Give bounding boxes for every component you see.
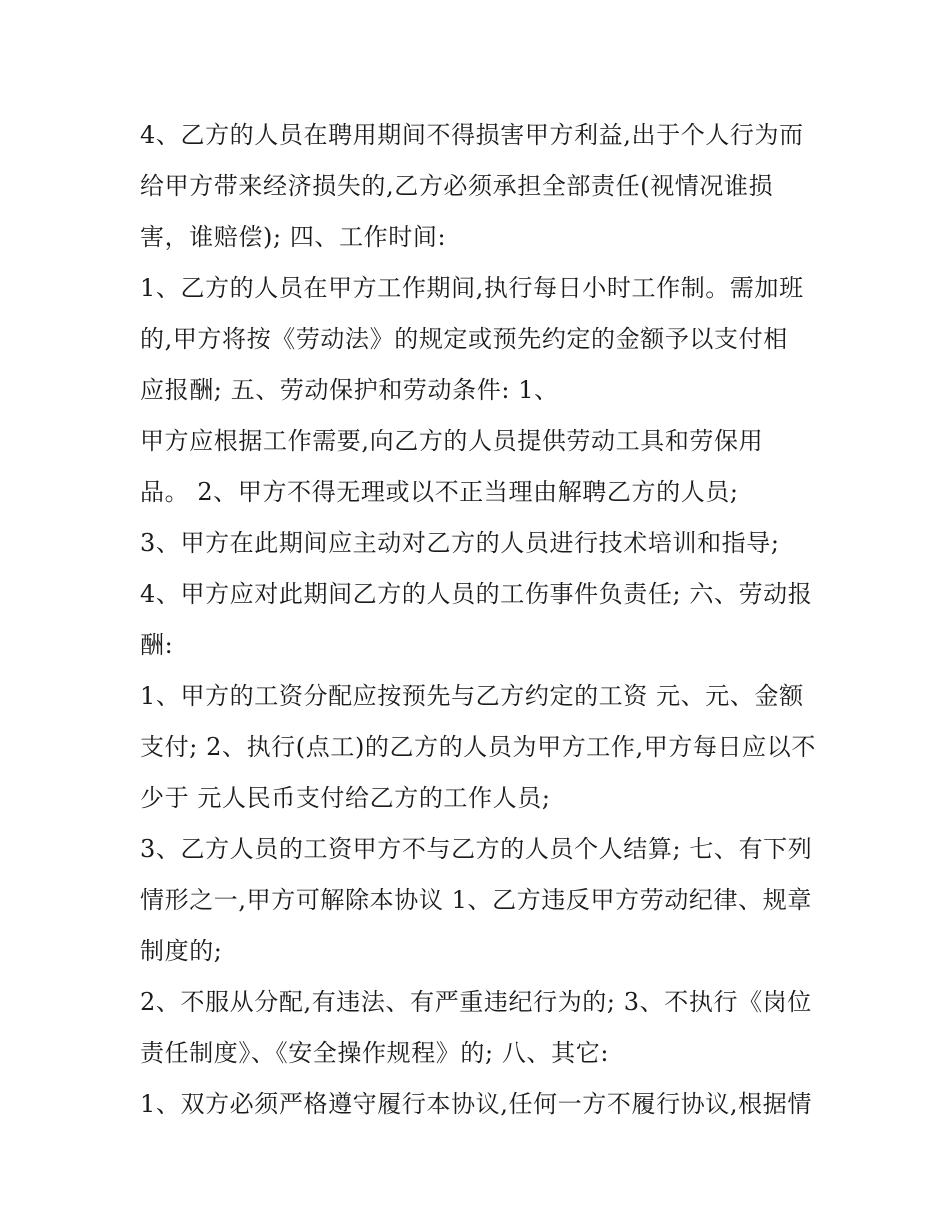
text-line: 4、甲方应对此期间乙方的人员的工伤事件负责任; 六、劳动报 [140,580,813,608]
text-line: 1、双方必须严格遵守履行本协议,任何一方不履行协议,根据情 [140,1090,812,1118]
text-line: 支付; 2、执行(点工)的乙方的人员为甲方工作,甲方每日应以不 [140,733,816,761]
text-line: 甲方应根据工作需要,向乙方的人员提供劳动工具和劳保用 [140,427,764,455]
text-line: 害，谁赔偿); 四、工作时间: [140,223,447,251]
text-line: 责任制度》、《安全操作规程》的; 八、其它: [140,1039,609,1067]
text-line: 酬: [140,631,174,659]
text-line: 3、甲方在此期间应主动对乙方的人员进行技术培训和指导; [140,529,780,557]
text-line: 情形之一,甲方可解除本协议 1、乙方违反甲方劳动纪律、规章 [140,886,812,914]
text-line: 的,甲方将按《劳动法》的规定或预先约定的金额予以支付相 [140,325,788,353]
text-line: 给甲方带来经济损失的,乙方必须承担全部责任(视情况谁损 [140,172,774,200]
text-line: 应报酬; 五、劳动保护和劳动条件: 1、 [140,376,559,404]
text-line: 3、乙方人员的工资甲方不与乙方的人员个人结算; 七、有下列 [140,835,813,863]
text-line: 品。 2、甲方不得无理或以不正当理由解聘乙方的人员; [140,478,739,506]
text-line: 1、乙方的人员在甲方工作期间,执行每日小时工作制。需加班 [140,274,804,302]
text-line: 2、不服从分配,有违法、有严重违纪行为的; 3、不执行《岗位 [140,988,812,1016]
text-line: 4、乙方的人员在聘用期间不得损害甲方利益,出于个人行为而 [140,121,804,149]
document-body [140,110,820,1130]
text-line: 制度的; [140,937,223,965]
text-line: 少于 元人民币支付给乙方的工作人员; [140,784,551,812]
text-line: 1、甲方的工资分配应按预先与乙方约定的工资 元、元、金额 [140,682,804,710]
